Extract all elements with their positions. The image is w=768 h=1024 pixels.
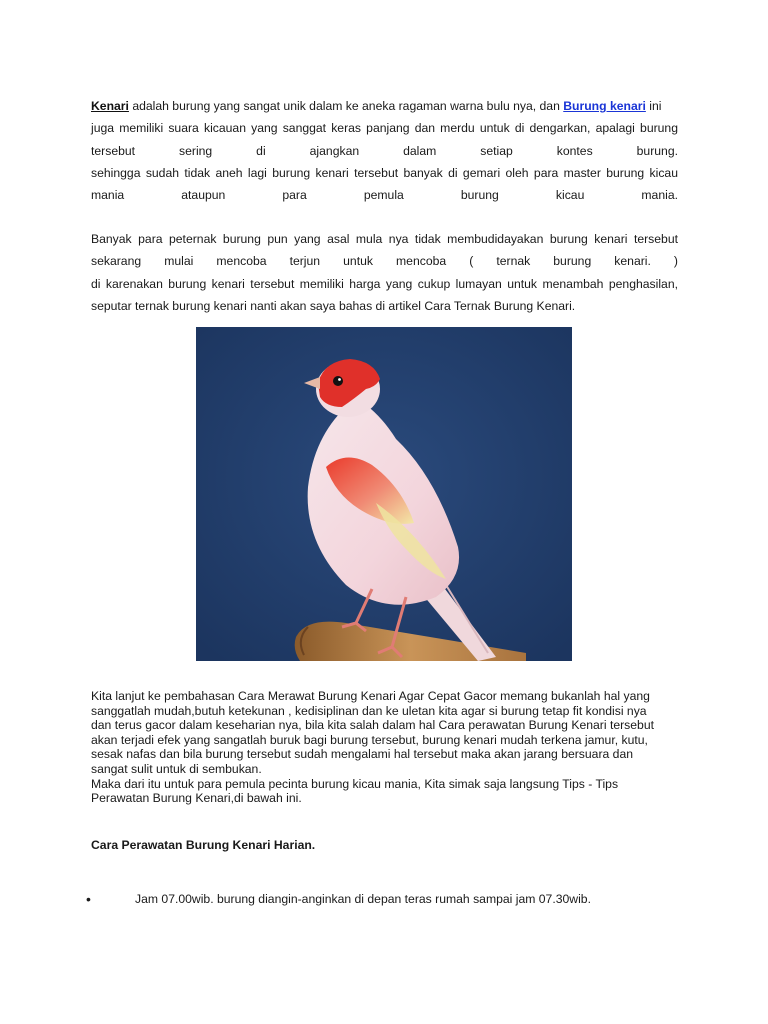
care-line-6: sangat sulit untuk di sembukan. (91, 761, 262, 776)
intro-line-5: mania ataupun para pemula burung kicau mania. (91, 188, 678, 203)
care-line-5: sesak nafas dan bila burung tersebut sudah mengalami hal tersebut maka akan jarang bersuara dan (91, 747, 634, 762)
burung-kenari-link[interactable]: Burung kenari (563, 99, 646, 113)
bullet-marker: • (86, 891, 91, 907)
intro-line-1-text: adalah burung yang sangat unik dalam ke aneka ragaman warna bulu nya, dan (128, 99, 564, 113)
canary-illustration (196, 327, 572, 661)
kenari-link[interactable]: Kenari (91, 99, 129, 113)
care-paragraph (91, 689, 691, 806)
care-line-3: dan terus gacor dalam keseharian nya, bila kita salah dalam hal Cara perawatan Burung Kenari tersebut (91, 718, 654, 733)
intro-line-3: tersebut sering di ajangkan dalam setiap kontes burung. (91, 143, 678, 158)
breeder-line-2: sekarang mulai mencoba terjun untuk mencoba ( ternak burung kenari. ) (91, 254, 678, 269)
care-line-1: Kita lanjut ke pembahasan Cara Merawat Burung Kenari Agar Cepat Gacor memang bukanlah hal yang (91, 689, 650, 703)
care-line-7: Maka dari itu untuk para pemula pecinta burung kicau mania, Kita simak saja langsung Tips - Tips (91, 776, 619, 791)
section-heading: Cara Perawatan Burung Kenari Harian. (91, 838, 316, 852)
breeder-line-1: Banyak para peternak burung pun yang asal mula nya tidak membudidayakan burung kenari tersebut (91, 232, 678, 246)
intro-paragraph (91, 95, 678, 206)
care-line-8: Perawatan Burung Kenari,di bawah ini. (91, 791, 302, 806)
breeder-line-3: di karenakan burung kenari tersebut memiliki harga yang cukup lumayan untuk menambah penghasilan, (91, 276, 678, 291)
canary-photo (196, 327, 572, 661)
bullet-item-1: Jam 07.00wib. burung diangin-anginkan di depan teras rumah sampai jam 07.30wib. (135, 892, 591, 906)
breeder-paragraph (91, 228, 678, 317)
intro-line-2: juga memiliki suara kicauan yang sanggat keras panjang dan merdu untuk di dengarkan, apalagi burung (91, 121, 678, 136)
intro-line-4: sehingga sudah tidak aneh lagi burung kenari tersebut banyak di gemari oleh para master burung kicau (91, 165, 678, 180)
intro-line-1 (91, 95, 678, 117)
intro-line-1-end: ini (645, 99, 662, 113)
care-line-4: akan terjadi efek yang sangatlah buruk bagi burung tersebut, burung kenari mudah terkena jamur, kutu, (91, 732, 648, 747)
care-line-2: sanggatlah mudah,butuh ketekunan , kedisiplinan dan ke uletan kita agar si burung tetap fit kondisi nya (91, 703, 647, 718)
canary-eye (333, 376, 343, 386)
breeder-line-4: seputar ternak burung kenari nanti akan saya bahas di artikel Cara Ternak Burung Kenari. (91, 298, 576, 313)
